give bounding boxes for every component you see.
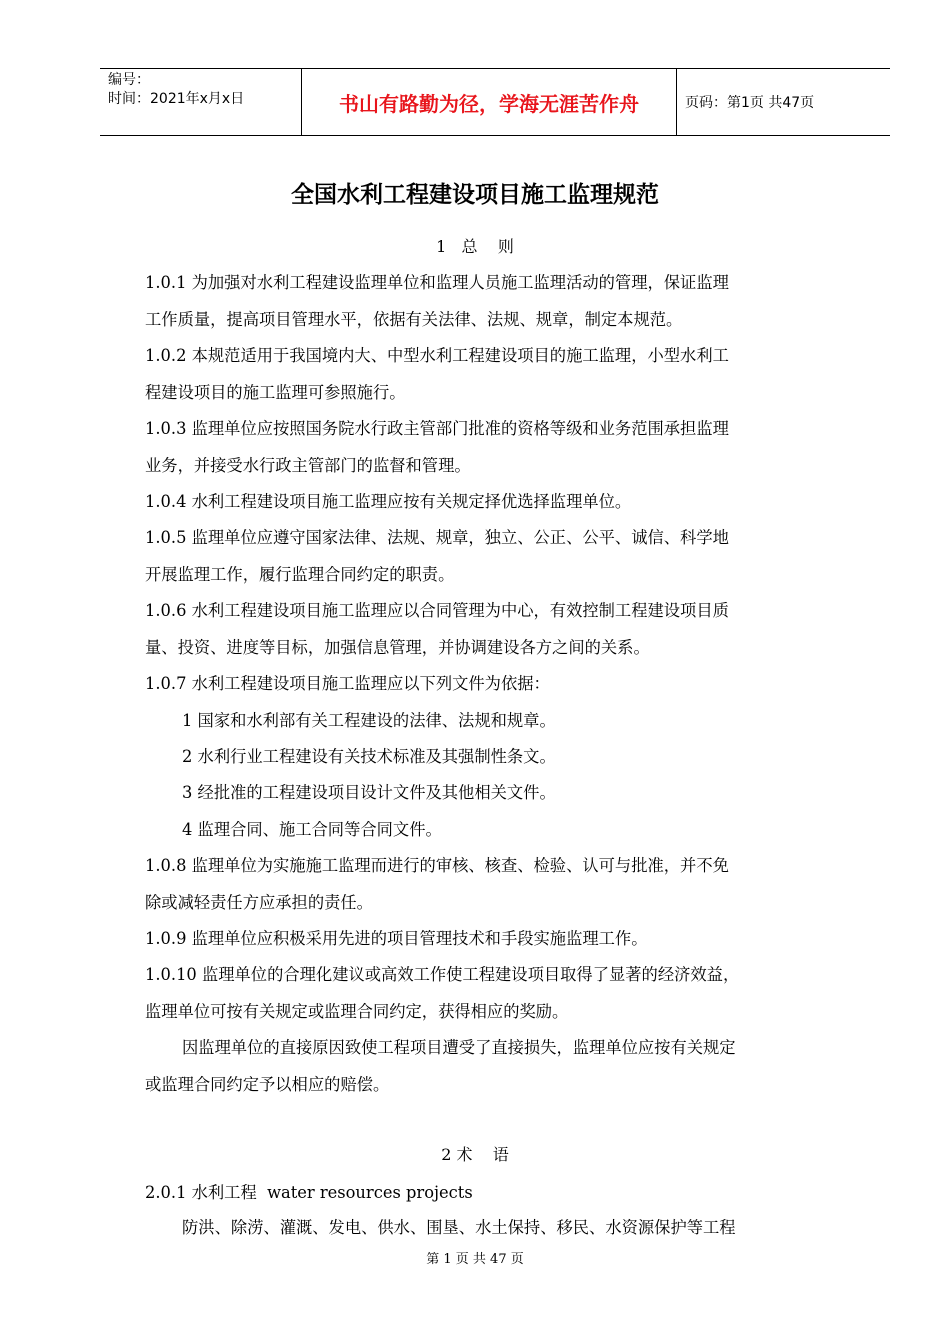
text-line: 防洪、除涝、灌溉、发电、供水、围垦、水土保持、移民、水资源保护等工程 [182, 1218, 736, 1237]
list-item: 3 经批准的工程建设项目设计文件及其他相关文件。 [182, 783, 556, 802]
time-label: 时间：2021年x月x日 [108, 91, 245, 107]
text-line: 程建设项目的施工监理可参照施行。 [145, 383, 406, 402]
text-line: 1.0.2 本规范适用于我国境内大、中型水利工程建设项目的施工监理，小型水利工 [145, 346, 729, 365]
text-line: 1.0.1 为加强对水利工程建设监理单位和监理人员施工监理活动的管理，保证监理 [145, 273, 729, 292]
text-line: 或监理合同约定予以相应的赔偿。 [145, 1075, 390, 1094]
text-line: 1.0.9 监理单位应积极采用先进的项目管理技术和手段实施监理工作。 [145, 929, 648, 948]
text-line: 除或减轻责任方应承担的责任。 [145, 893, 373, 912]
text-line: 1.0.3 监理单位应按照国务院水行政主管部门批准的资格等级和业务范围承担监理 [145, 419, 729, 438]
page-footer: 第 1 页 共 47 页 [426, 1252, 524, 1267]
section-heading-2: 2 术 语 [441, 1145, 509, 1164]
number-label: 编号： [108, 72, 150, 88]
page-header [100, 68, 890, 136]
section-heading-1: 1 总 则 [436, 237, 514, 256]
list-item: 2 水利行业工程建设有关技术标准及其强制性条文。 [182, 747, 556, 766]
text-line: 因监理单位的直接原因致使工程项目遭受了直接损失，监理单位应按有关规定 [182, 1038, 736, 1057]
text-line: 1.0.10 监理单位的合理化建议或高效工作使工程建设项目取得了显著的经济效益， [145, 965, 740, 984]
text-line: 业务，并接受水行政主管部门的监督和管理。 [145, 456, 471, 475]
text-line: 2.0.1 水利工程 water resources projects [145, 1183, 473, 1202]
header-page-label: 页码：第1页 共47页 [685, 95, 815, 111]
text-line: 1.0.7 水利工程建设项目施工监理应以下列文件为依据： [145, 674, 550, 693]
list-item: 1 国家和水利部有关工程建设的法律、法规和规章。 [182, 711, 556, 730]
header-meta [100, 69, 302, 135]
text-line: 监理单位可按有关规定或监理合同约定，获得相应的奖励。 [145, 1002, 569, 1021]
text-line: 1.0.8 监理单位为实施施工监理而进行的审核、核查、检验、认可与批准，并不免 [145, 856, 729, 875]
header-motto: 书山有路勤为径，学海无涯苦作舟 [302, 69, 677, 135]
text-line: 1.0.4 水利工程建设项目施工监理应按有关规定择优选择监理单位。 [145, 492, 632, 511]
text-line: 开展监理工作，履行监理合同约定的职责。 [145, 565, 455, 584]
text-line: 1.0.5 监理单位应遵守国家法律、法规、规章，独立、公正、公平、诚信、科学地 [145, 528, 729, 547]
text-line: 1.0.6 水利工程建设项目施工监理应以合同管理为中心，有效控制工程建设项目质 [145, 601, 729, 620]
list-item: 4 监理合同、施工合同等合同文件。 [182, 820, 442, 839]
text-line: 量、投资、进度等目标，加强信息管理，并协调建设各方之间的关系。 [145, 638, 650, 657]
text-line: 工作质量，提高项目管理水平，依据有关法律、法规、规章，制定本规范。 [145, 310, 683, 329]
document-title: 全国水利工程建设项目施工监理规范 [291, 182, 659, 208]
